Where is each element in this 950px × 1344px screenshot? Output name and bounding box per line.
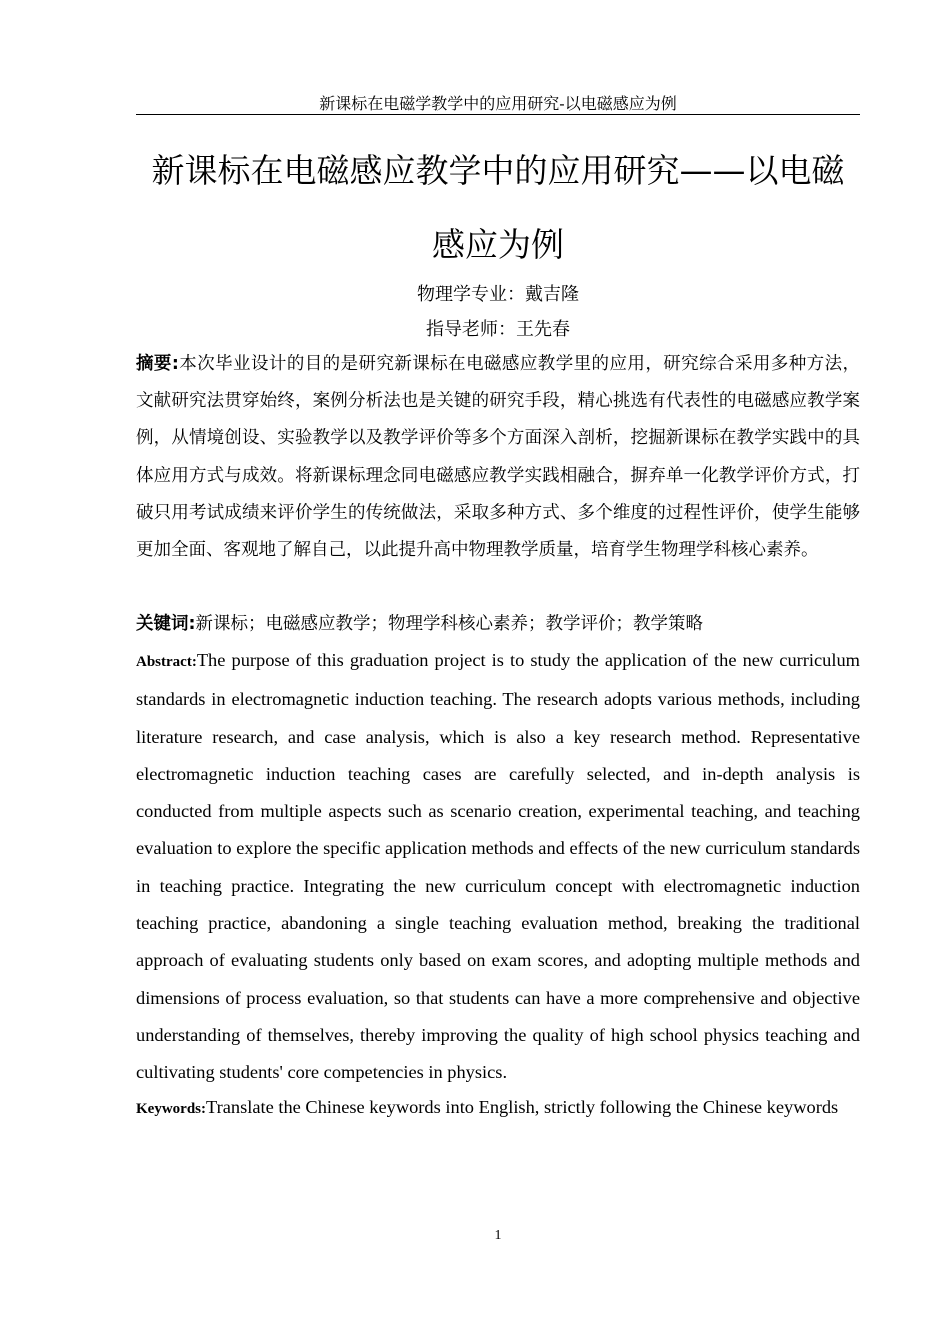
keywords-en-label: Keywords: — [136, 1101, 206, 1117]
abstract-en — [136, 642, 860, 1092]
page-number: 1 — [494, 1228, 502, 1243]
abstract-en-label: Abstract: — [136, 654, 197, 670]
abstract-cn — [136, 346, 860, 569]
keywords-cn-text: 新课标；电磁感应教学；物理学科核心素养；教学评价；教学策略 — [195, 614, 703, 634]
header-rule — [136, 114, 860, 115]
keywords-cn — [136, 606, 860, 643]
abstract-en-text: The purpose of this graduation project is to study the application of the new curriculum standards in electromagnetic induction teaching. The research adopts various methods, including literature research, and case analysis, which is also a key research method. Representative electromagnetic induction teaching cases are carefully selected, and in-depth analysis is conducted from multiple aspects such as scenario creation, experimental teaching, and teaching evaluation to explore the specific application methods and effects of the new curriculum standards in teaching practice. Integrating the new curriculum concept with electromagnetic induction teaching practice, abandoning a single teaching evaluation method, breaking the traditional approach of evaluating students only based on exam scores, and adopting multiple methods and dimensions of process evaluation, so that students can have a more comprehensive and objective understanding of themselves, thereby improving the quality of high school physics teaching and cultivating students' core competencies in physics. — [136, 650, 860, 1083]
abstract-cn-text: 本次毕业设计的目的是研究新课标在电磁感应教学里的应用，研究综合采用多种方法，文献研究法贯穿始终，案例分析法也是关键的研究手段，精心挑选有代表性的电磁感应教学案例，从情境创设、实验教学以及教学评价等多个方面深入剖析，挖掘新课标在教学实践中的具体应用方式与成效。将新课标理念同电磁感应教学实践相融合，摒弃单一化教学评价方式，打破只用考试成绩来评价学生的传统做法，采取多种方式、多个维度的过程性评价，使学生能够更加全面、客观地了解自己，以此提升高中物理教学质量，培育学生物理学科核心素养。 — [136, 354, 861, 561]
keywords-en-text: Translate the Chinese keywords into English, strictly following the Chinese keywords — [206, 1097, 839, 1117]
abstract-cn-label: 摘要: — [136, 354, 179, 374]
keywords-cn-label: 关键词: — [136, 614, 196, 634]
keywords-en — [136, 1089, 860, 1128]
author-line: 物理学专业：戴吉隆 — [417, 284, 579, 305]
running-header: 新课标在电磁学教学中的应用研究-以电磁感应为例 — [319, 94, 677, 113]
paper-title: 新课标在电磁感应教学中的应用研究——以电磁感应为例 — [151, 151, 845, 264]
advisor-line: 指导老师：王先春 — [426, 319, 570, 340]
